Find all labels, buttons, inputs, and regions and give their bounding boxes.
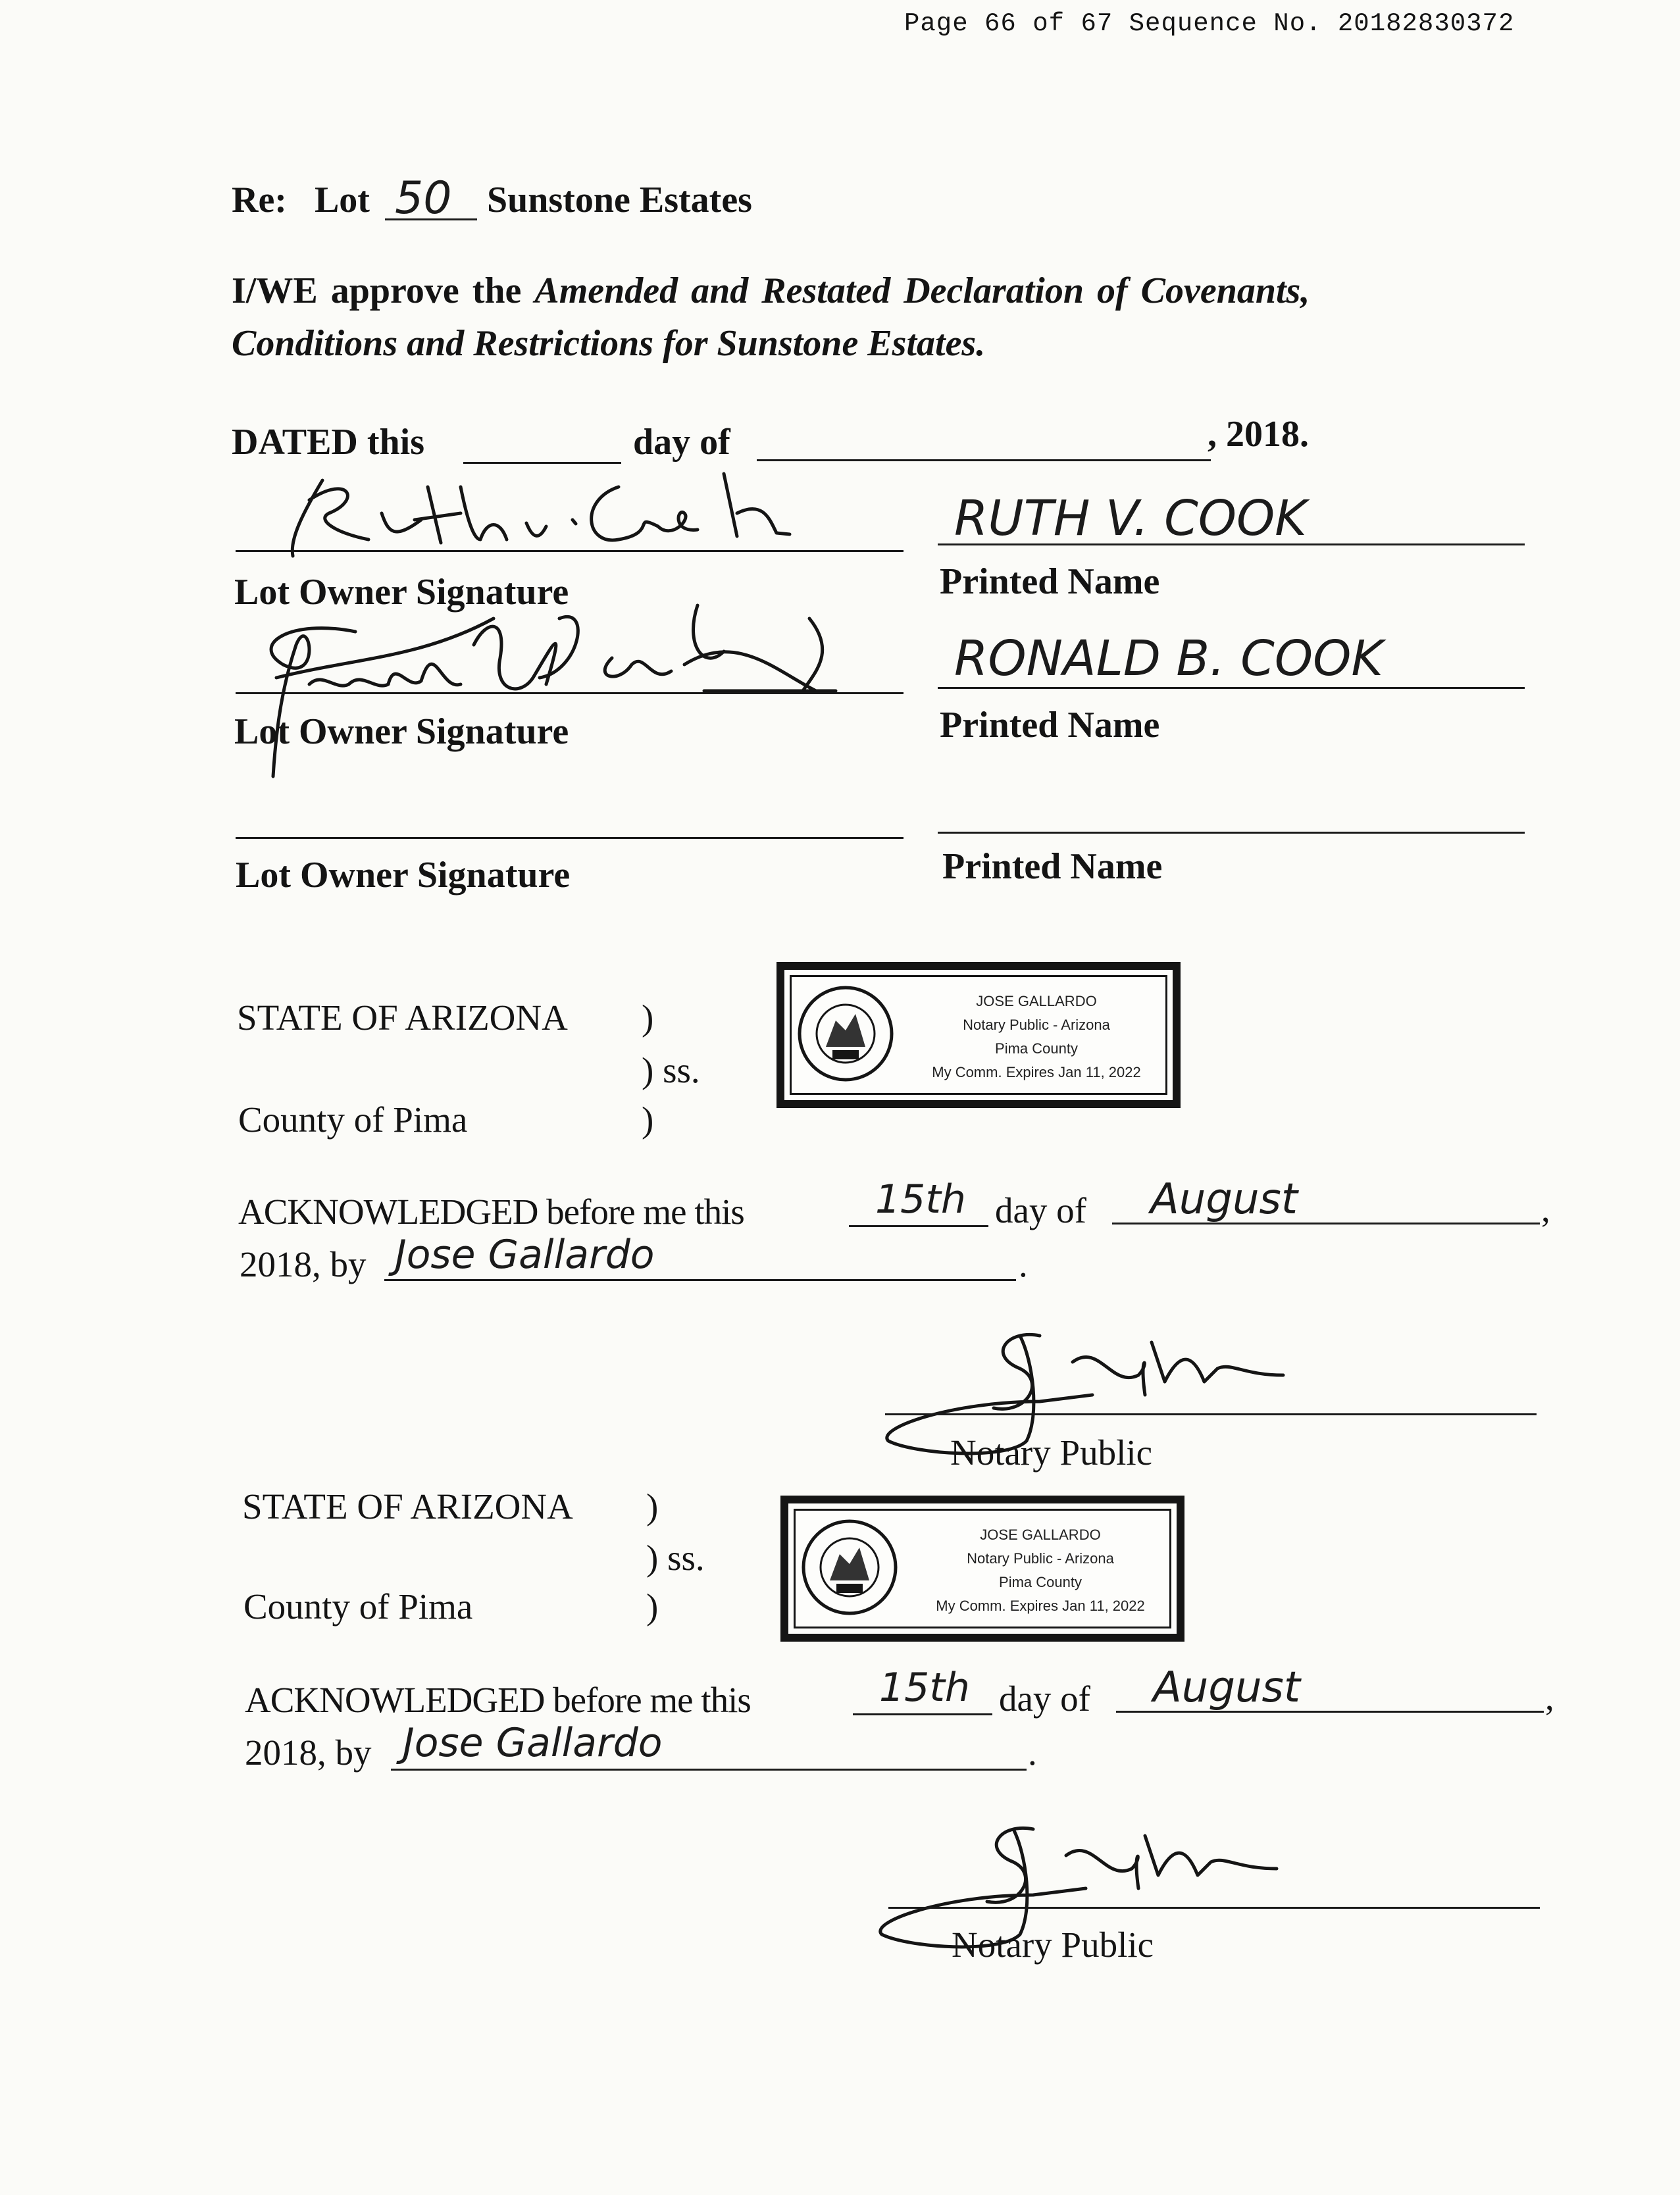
owner-2-printed-line <box>938 687 1525 689</box>
notary-1-day-line <box>849 1225 988 1227</box>
lot-number-handwritten: 50 <box>395 172 452 224</box>
notary-1-state: STATE OF ARIZONA <box>237 997 568 1038</box>
notary-2-state-paren: ) <box>646 1486 659 1526</box>
notary-2-ss: ) ss. <box>646 1538 705 1578</box>
re-line <box>232 179 370 221</box>
owner-3-signature-line <box>236 837 904 839</box>
notary-2-ack-line2-prefix: 2018, by <box>245 1732 372 1773</box>
notary-2-signature-line <box>888 1907 1540 1909</box>
dated-mid: day of <box>633 422 730 463</box>
owner-2-printed-label: Printed Name <box>940 705 1160 745</box>
owner-1-signature <box>263 461 803 566</box>
notary-2-stamp <box>780 1496 1184 1642</box>
notary-2-signature <box>862 1816 1454 1961</box>
page-header: Page 66 of 67 Sequence No. 20182830372 <box>904 9 1515 38</box>
approval-line-1 <box>232 270 1310 312</box>
owner-3-signature-label: Lot Owner Signature <box>236 855 571 896</box>
notary-2-seal-icon <box>800 1518 899 1617</box>
notary-1-stamp-line-3: Pima County <box>995 1040 1078 1057</box>
notary-2-day-line <box>853 1713 992 1715</box>
notary-1-label: Notary Public <box>950 1432 1153 1473</box>
notary-2-ack-prefix: ACKNOWLEDGED before me this <box>245 1680 751 1720</box>
lot-label: Lot <box>314 180 370 220</box>
dated-prefix: DATED this <box>232 422 425 463</box>
notary-1-by-line <box>384 1279 1016 1281</box>
notary-1-ack-comma: , <box>1541 1189 1550 1229</box>
notary-1-county: County of Pima <box>238 1099 468 1140</box>
notary-1-ss: ) ss. <box>642 1050 700 1090</box>
notary-1-ack-day: 15th <box>875 1176 966 1223</box>
notary-1-stamp-line-4: My Comm. Expires Jan 11, 2022 <box>932 1064 1141 1080</box>
owner-2-signature-label: Lot Owner Signature <box>234 711 569 752</box>
approval-doc-title-1: Amended and Restated Declaration of Covenants, <box>534 270 1310 311</box>
notary-2-state: STATE OF ARIZONA <box>242 1486 573 1526</box>
notary-2-ack-month: August <box>1153 1663 1300 1712</box>
notary-2-ack-mid: day of <box>999 1678 1090 1719</box>
notary-2-by-line <box>391 1769 1027 1771</box>
notary-1-signature-line <box>885 1413 1537 1415</box>
notary-1-stamp-line-2: Notary Public - Arizona <box>963 1017 1110 1033</box>
approval-lead: I/WE approve the <box>232 270 522 311</box>
notary-1-state-paren: ) <box>642 997 654 1038</box>
notary-1-county-paren: ) <box>642 1099 654 1140</box>
owner-3-printed-line <box>938 832 1525 834</box>
notary-1-seal-icon <box>796 984 895 1083</box>
notary-1-ack-month: August <box>1150 1175 1298 1224</box>
notary-1-ack-line2-prefix: 2018, by <box>240 1244 367 1284</box>
notary-1-ack-prefix: ACKNOWLEDGED before me this <box>238 1192 744 1232</box>
notary-2-stamp-line-1: JOSE GALLARDO <box>980 1526 1101 1543</box>
notary-2-ack-by: Jose Gallardo <box>403 1720 663 1766</box>
notary-2-county-paren: ) <box>646 1586 659 1627</box>
notary-2-ack-end: . <box>1028 1732 1037 1773</box>
notary-1-ack-by: Jose Gallardo <box>395 1232 655 1278</box>
notary-2-stamp-line-3: Pima County <box>999 1574 1082 1590</box>
notary-2-stamp-info <box>913 1523 1167 1618</box>
dated-month-line <box>757 459 1211 461</box>
owner-2-signature <box>224 592 849 783</box>
notary-1-ack-mid: day of <box>995 1190 1086 1230</box>
notary-1-ack-end: . <box>1019 1244 1028 1284</box>
owner-1-printed-name: RUTH V. COOK <box>954 490 1307 547</box>
notary-2-stamp-line-4: My Comm. Expires Jan 11, 2022 <box>936 1598 1145 1614</box>
approval-doc-title-2: Conditions and Restrictions for Sunstone Estates. <box>232 323 986 364</box>
re-prefix: Re: <box>232 180 287 220</box>
subdivision-name: Sunstone Estates <box>487 180 752 220</box>
notary-2-ack-day: 15th <box>879 1665 970 1711</box>
notary-2-stamp-line-2: Notary Public - Arizona <box>967 1550 1114 1567</box>
notary-2-ack-comma: , <box>1545 1677 1554 1717</box>
dated-suffix: , 2018. <box>1208 414 1309 455</box>
notary-1-stamp <box>776 962 1181 1108</box>
notary-1-stamp-info <box>909 990 1163 1084</box>
notary-1-stamp-line-1: JOSE GALLARDO <box>976 993 1097 1009</box>
owner-3-printed-label: Printed Name <box>942 846 1163 887</box>
notary-2-county: County of Pima <box>243 1586 473 1627</box>
owner-1-printed-label: Printed Name <box>940 561 1160 602</box>
owner-2-printed-name: RONALD B. COOK <box>954 630 1383 687</box>
notary-2-label: Notary Public <box>952 1925 1154 1965</box>
owner-1-signature-label: Lot Owner Signature <box>234 572 569 613</box>
